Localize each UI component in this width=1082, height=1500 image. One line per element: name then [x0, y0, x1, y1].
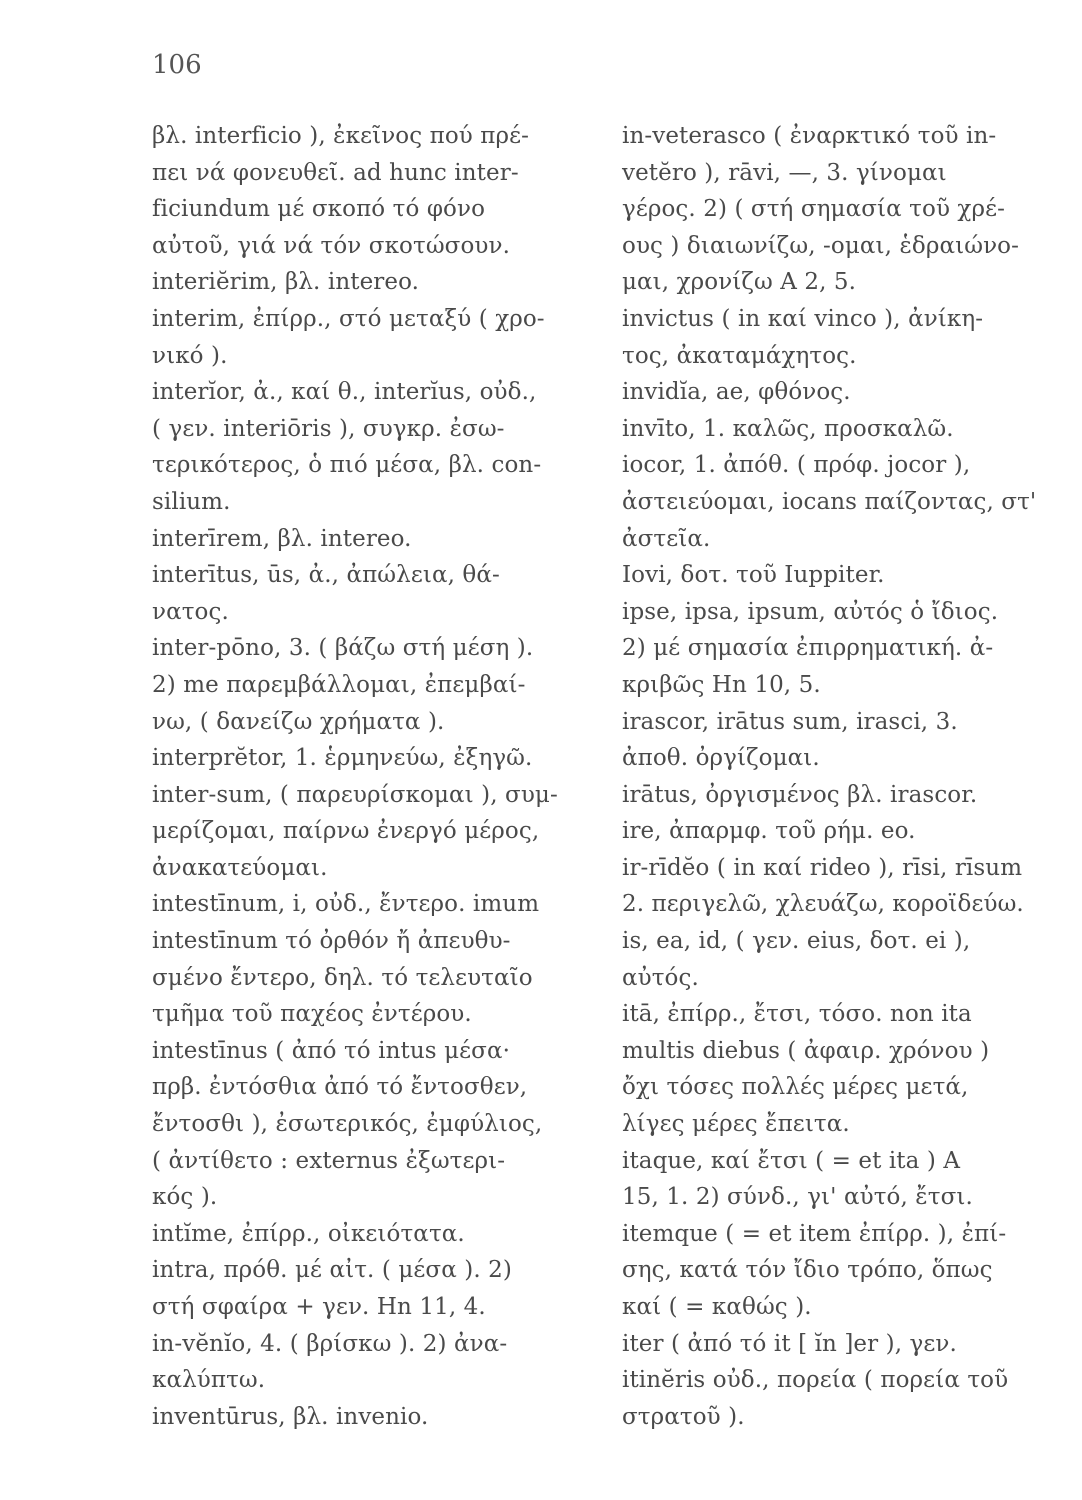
text-line: νατος. — [152, 598, 229, 625]
text-line: itinĕris οὐδ., πορεία ( πορεία τοῦ — [622, 1367, 1009, 1394]
text-line: Iovi, δοτ. τοῦ Iuppiter. — [622, 562, 885, 589]
text-line: intestīnus ( ἀπό τό intus μέσα· — [152, 1037, 510, 1064]
text-line: ἀνακατεύομαι. — [152, 854, 328, 881]
text-line: ( γεν. interiōris ), συγκρ. ἐσω- — [152, 415, 505, 442]
text-line: ἔντοσθι ), ἐσωτερικός, ἐμφύλιος, — [152, 1111, 543, 1138]
text-line: in-veterasco ( ἐναρκτικό τοῦ in- — [622, 123, 997, 149]
text-line: ire, ἀπαρμφ. τοῦ ρήμ. eo. — [622, 818, 916, 845]
text-line: irātus, ὀργισμένος βλ. irascor. — [622, 781, 978, 808]
text-line: invīto, 1. καλῶς, προσκαλῶ. — [622, 415, 954, 442]
text-line: in-vĕnĭo, 4. ( βρίσκω ). 2) ἀνα- — [152, 1330, 508, 1357]
text-line: intestīnum τό ὀρθόν ἤ ἀπευθυ- — [152, 928, 511, 955]
text-line: ir-rīdĕo ( in καί rideo ), rīsi, rīsum — [622, 854, 1023, 881]
text-line: ἀστεῖα. — [622, 525, 711, 552]
text-line: interĭor, ἀ., καί θ., interĭus, οὐδ., — [152, 379, 537, 406]
text-line: interprĕtor, 1. ἑρμηνεύω, ἐξηγῶ. — [152, 745, 533, 772]
text-line: λίγες μέρες ἔπειτα. — [622, 1111, 850, 1138]
text-line: is, ea, id, ( γεν. eius, δοτ. ei ), — [622, 928, 971, 955]
left-column — [152, 118, 592, 1435]
text-line: silium. — [152, 488, 231, 515]
text-line: intestīnum, i, οὐδ., ἔντερο. imum — [152, 891, 540, 918]
text-line: καλύπτω. — [152, 1367, 266, 1394]
text-line: intĭme, ἐπίρρ., οἰκειότατα. — [152, 1220, 465, 1247]
text-line: κριβῶς Hn 10, 5. — [622, 671, 821, 698]
text-line: iter ( ἀπό τό it [ ĭn ]er ), γεν. — [622, 1330, 957, 1357]
text-line: τερικότερος, ὁ πιό μέσα, βλ. con- — [152, 452, 542, 479]
text-line: μερίζομαι, παίρνω ἐνεργό μέρος, — [152, 818, 540, 845]
text-line: ἀποθ. ὀργίζομαι. — [622, 745, 820, 772]
text-line: ( ἀντίθετο : externus ἐξωτερι- — [152, 1147, 506, 1174]
text-line: πρβ. ἐντόσθια ἀπό τό ἔντοσθεν, — [152, 1074, 528, 1101]
text-line: σμένο ἔντερο, δηλ. τό τελευταῖο — [152, 964, 533, 991]
text-line: irascor, irātus sum, irasci, 3. — [622, 708, 958, 735]
text-line: intra, πρόθ. μέ αἰτ. ( μέσα ). 2) — [152, 1257, 512, 1284]
text-line: ους ) διαιωνίζω, -ομαι, ἑδραιώνο- — [622, 232, 1019, 259]
text-line: 2) μέ σημασία ἐπιρρηματική. ἀ- — [622, 635, 994, 662]
text-line: τος, ἀκαταμάχητος. — [622, 342, 857, 369]
page-number: 106 — [152, 50, 202, 80]
text-line: interim, ἐπίρρ., στό μεταξύ ( χρο- — [152, 305, 545, 332]
text-line: interīrem, βλ. intereo. — [152, 525, 412, 552]
text-line: νικό ). — [152, 342, 228, 369]
text-line: κός ). — [152, 1184, 218, 1211]
text-line: σης, κατά τόν ἴδιο τρόπο, ὅπως — [622, 1257, 993, 1284]
text-line: itā, ἐπίρρ., ἔτσι, τόσο. non ita — [622, 1001, 972, 1028]
right-column — [622, 118, 1062, 1435]
text-line: inter-sum, ( παρευρίσκομαι ), συμ- — [152, 781, 558, 808]
text-line: invidĭa, ae, φθόνος. — [622, 379, 851, 406]
text-line: γέρος. 2) ( στή σημασία τοῦ χρέ- — [622, 196, 1005, 223]
text-line: 2. περιγελῶ, χλευάζω, κοροϊδεύω. — [622, 891, 1024, 918]
text-line: ὄχι τόσες πολλές μέρες μετά, — [622, 1074, 969, 1101]
text-line: 2) me παρεμβάλλομαι, ἐπεμβαί- — [152, 671, 526, 698]
text-line: στρατοῦ ). — [622, 1403, 745, 1430]
text-line: πει νά φονευθεῖ. ad hunc inter- — [152, 159, 519, 186]
text-line: iocor, 1. ἀπόθ. ( πρόφ. jocor ), — [622, 452, 971, 479]
text-line: αὐτός. — [622, 964, 699, 991]
text-line: μαι, χρονίζω A 2, 5. — [622, 269, 857, 296]
text-line: ipse, ipsa, ipsum, αὐτός ὁ ἴδιος. — [622, 598, 999, 625]
text-line: inter-pōno, 3. ( βάζω στή μέση ). — [152, 635, 534, 662]
text-line: στή σφαίρα + γεν. Hn 11, 4. — [152, 1294, 486, 1320]
text-line: αὐτοῦ, γιά νά τόν σκοτώσουν. — [152, 232, 511, 259]
text-line: νω, ( δανείζω χρήματα ). — [152, 708, 445, 735]
text-line: βλ. interficio ), ἐκεῖνος πού πρέ- — [152, 123, 530, 149]
text-line: τμῆμα τοῦ παχέος ἐντέρου. — [152, 1001, 472, 1028]
text-line: itaque, καί ἔτσι ( = et ita ) A — [622, 1147, 961, 1174]
text-line: ficiundum μέ σκοπό τό φόνο — [152, 196, 486, 223]
text-line: itemque ( = et item ἐπίρρ. ), ἐπί- — [622, 1220, 1007, 1247]
text-line: interiĕrim, βλ. intereo. — [152, 269, 420, 296]
text-line: interītus, ūs, ἀ., ἀπώλεια, θά- — [152, 562, 500, 589]
text-line: inventūrus, βλ. invenio. — [152, 1403, 429, 1430]
text-line: 15, 1. 2) σύνδ., γι' αὐτό, ἔτσι. — [622, 1184, 973, 1211]
text-line: multis diebus ( ἀφαιρ. χρόνου ) — [622, 1037, 990, 1064]
text-line: καί ( = καθώς ). — [622, 1294, 812, 1320]
text-line: invictus ( in καί vinco ), ἀνίκη- — [622, 305, 984, 332]
text-line: vetĕro ), rāvi, —, 3. γίνομαι — [622, 159, 947, 186]
text-line: ἀστειεύομαι, iocans παίζοντας, στ' — [622, 488, 1037, 515]
